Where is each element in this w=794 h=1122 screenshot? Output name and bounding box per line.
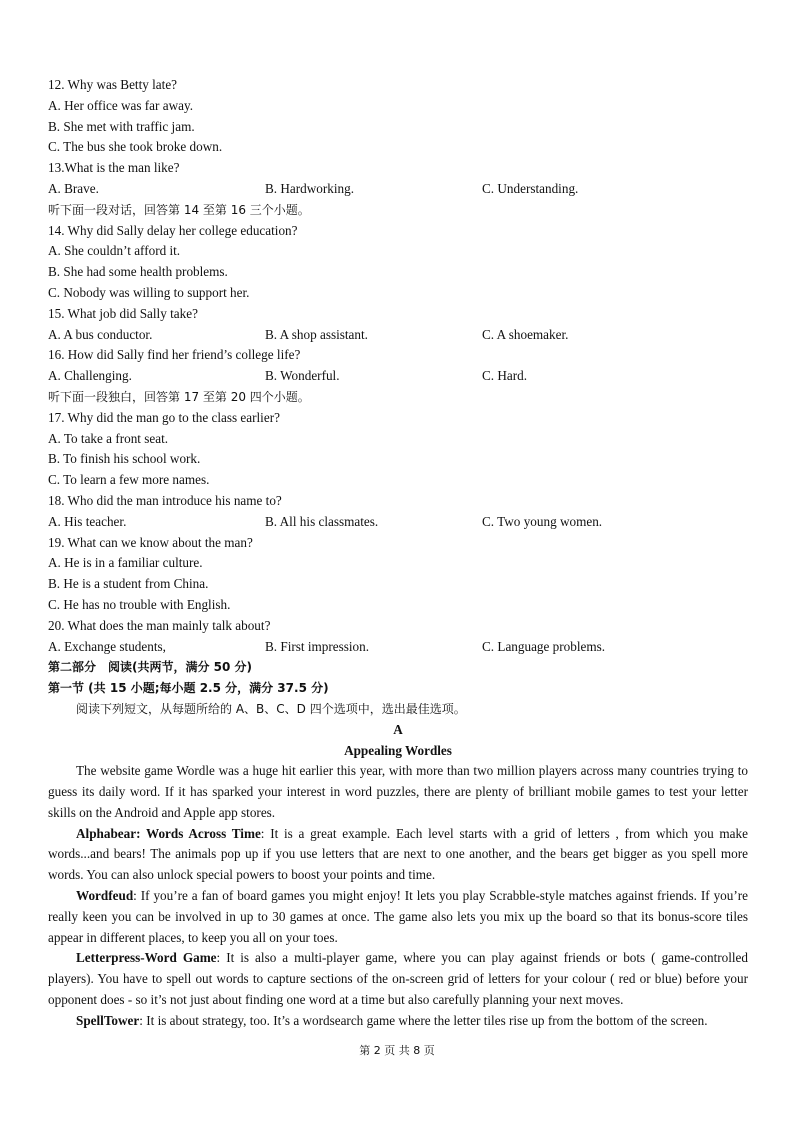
game-name: SpellTower: [76, 1012, 140, 1028]
question-stem: 12. Why was Betty late?: [48, 77, 178, 92]
answer-option: B. He is a student from China.: [48, 576, 209, 592]
game-name: Wordfeud: [76, 888, 134, 904]
passage-paragraph: [48, 824, 748, 886]
answer-option: C. Hard.: [482, 368, 528, 384]
question-stem: 17. Why did the man go to the class earlier?: [48, 409, 280, 425]
answer-option: C. Nobody was willing to support her.: [48, 284, 250, 300]
reading-instruction: 阅读下列短文，从每题所给的 A、B、C、D 四个选项中，选出最佳选项。: [76, 701, 466, 716]
question-stem: 14. Why did Sally delay her college education?: [48, 222, 298, 238]
answer-option: B. She met with traffic jam.: [48, 118, 195, 134]
question-group-17-20: [48, 408, 748, 658]
passage-title: Appealing Wordles: [344, 742, 452, 758]
answer-option: A. Exchange students,: [48, 638, 166, 654]
listening-instruction-17-20: 听下面一段独白，回答第 17 至第 20 四个小题。: [48, 389, 310, 404]
passage-paragraph: [48, 1011, 748, 1032]
game-name: Letterpress-Word Game: [76, 950, 217, 966]
answer-option: B. Hardworking.: [265, 180, 355, 196]
page-footer: 第 2 页 共 8 页: [359, 1044, 435, 1057]
passage-paragraph: [48, 761, 748, 823]
answer-option: C. The bus she took broke down.: [48, 139, 223, 155]
paragraph-text: : It is also a multi-player game, where you can play against friends or bots ( game-controlled players). You have to spell out words to capture sections of the on-screen grid of letters for your colour ( red or blue) before your opponent does - so it’s not just about finding one word at a time but also carefully planning your next moves.: [48, 950, 748, 1008]
answer-option: B. First impression.: [265, 638, 370, 654]
answer-option: C. A shoemaker.: [482, 326, 569, 342]
answer-option: A. To take a front seat.: [48, 430, 169, 446]
answer-option: A. Her office was far away.: [48, 97, 193, 113]
question-stem: 19. What can we know about the man?: [48, 534, 253, 550]
answer-option: B. All his classmates.: [265, 513, 379, 529]
part-two-heading: 第二部分 阅读(共两节，满分 50 分): [48, 660, 253, 675]
answer-option: A. A bus conductor.: [48, 326, 153, 342]
paragraph-text: : It is a great example. Each level starts with a grid of letters , from which you make words...and bears! The animals pop up if you use letters that are next to one another, and the bears get bigger as you spell more words. You can also unlock special powers to boost your points and time.: [48, 825, 748, 883]
answer-option: B. A shop assistant.: [265, 326, 368, 342]
paragraph-text: : It is about strategy, too. It’s a wordsearch game where the letter tiles rise up from the bottom of the screen.: [139, 1012, 708, 1028]
paragraph-text: The website game Wordle was a huge hit earlier this year, with more than two million players across many countries trying to guess its daily word. If it has sparked your interest in word puzzles, there are plenty of brilliant mobile games to test your letter skills on the Android and Apple app stores.: [48, 763, 748, 820]
option-row: [48, 637, 748, 658]
passage-letter: A: [393, 721, 403, 737]
answer-option: A. Brave.: [48, 180, 99, 196]
game-name: Alphabear: Words Across Time: [76, 825, 261, 841]
answer-option: C. To learn a few more names.: [48, 472, 210, 488]
passage-paragraph: [48, 886, 748, 948]
question-group-14-16: [48, 221, 748, 387]
option-row: [48, 512, 748, 533]
answer-option: A. His teacher.: [48, 513, 127, 529]
listening-instruction-14-16: 听下面一段对话，回答第 14 至第 16 三个小题。: [48, 202, 310, 217]
answer-option: C. Understanding.: [482, 180, 579, 196]
question-stem: 15. What job did Sally take?: [48, 305, 198, 321]
answer-option: B. Wonderful.: [265, 368, 340, 384]
question-group-12-13: [48, 75, 748, 200]
answer-option: B. To finish his school work.: [48, 451, 201, 467]
paragraph-text: : If you’re a fan of board games you might enjoy! It lets you play Scrabble-style matches against friends. If you’re really keen you can be involved in up to 30 games at once. The game also lets you mix up the board so that its bonus-score tiles appear in different places, to keep you all on your toes.: [48, 888, 748, 945]
option-row: [48, 179, 748, 200]
answer-option: C. He has no trouble with English.: [48, 596, 231, 612]
answer-option: A. She couldn’t afford it.: [48, 243, 181, 259]
answer-option: A. Challenging.: [48, 368, 132, 384]
question-stem: 20. What does the man mainly talk about?: [48, 617, 271, 633]
answer-option: B. She had some health problems.: [48, 264, 228, 280]
answer-option: C. Two young women.: [482, 513, 603, 529]
option-row: [48, 325, 748, 346]
section-one-heading: 第一节 (共 15 小题;每小题 2.5 分，满分 37.5 分): [48, 681, 329, 696]
page-content: [48, 75, 748, 1032]
passage-body: [48, 761, 748, 1031]
option-row: [48, 366, 748, 387]
answer-option: C. Language problems.: [482, 638, 606, 654]
question-stem: 18. Who did the man introduce his name to?: [48, 492, 282, 508]
answer-option: A. He is in a familiar culture.: [48, 555, 203, 571]
question-stem: 16. How did Sally find her friend’s college life?: [48, 347, 301, 363]
question-stem: 13.What is the man like?: [48, 160, 180, 176]
passage-paragraph: [48, 948, 748, 1010]
